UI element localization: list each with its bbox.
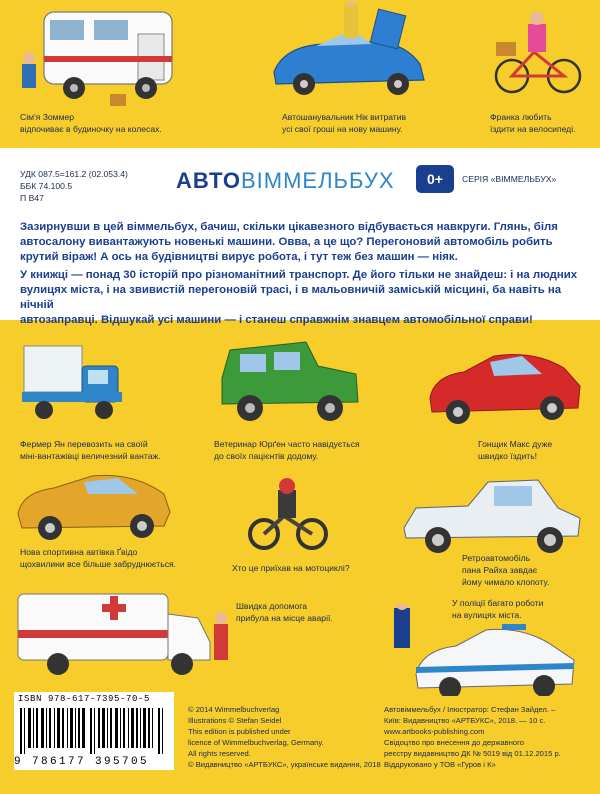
caption-vet: Ветеринар Юрґен часто навідується до своїх пацієнтів додому. <box>214 439 360 461</box>
intro-paragraph: Зазирнувши в цей віммельбух, бачиш, скільки цікавезного відбувається навкруги. Глянь, біля автосалону вивантажують новенькі машини. Овва, а це що? Перегоновий автомобіль робить крутий віраж! А ось на будівництві вирує робота, і тут теж без машин — ніяк. <box>20 221 558 263</box>
caption-summer-family: Сім'я Зоммер відпочиває в будиночку на колесах. <box>20 112 162 134</box>
udk-classification: УДК 087.5=161.2 (02.053.4) ББК 74.100.5 П В47 <box>20 169 128 203</box>
farmer-minitruck-illustration <box>18 332 136 432</box>
barcode <box>20 708 170 754</box>
franka-bicycle-illustration <box>488 2 586 102</box>
vet-jeep-illustration <box>214 330 364 426</box>
caption-racer: Гонщик Макс дуже швидко їздить! <box>478 439 553 461</box>
caption-ambulance: Швидка допомога прибула на місце аварії. <box>236 601 333 623</box>
ambulance-illustration <box>14 584 234 684</box>
book-title: АВТОВІММЕЛЬБУХ <box>176 168 395 193</box>
caption-nick: Автошанувальник Нік витратив усі свої гроші на нову машину. <box>282 112 407 134</box>
series-label: СЕРІЯ «ВІММЕЛЬБУХ» <box>462 174 557 184</box>
motorcycle-illustration <box>248 476 328 556</box>
imprint-block: Автовіммельбух / Ілюстратор: Стефан Зайдел. – Київ: Видавництво «АРТБУКС», 2018. — 10 с. www.artbooks-publishing.com Свідоцтво про внесення до державного реєстру видавництво ДК № 5019 від 01.12.2015 р. Віддруковано у ТОВ «Гуров і К» <box>384 705 561 769</box>
caption-retro-car: Ретроавтомобіль пана Райха завдає йому чимало клопоту. <box>462 553 550 587</box>
caption-motorcycle: Хто це приїхав на мотоциклі? <box>232 563 350 573</box>
barcode-number: 9 786177 395705 <box>14 756 150 768</box>
intro-paragraph-2: У книжці — понад 30 історій про різноманітний транспорт. Де його тільки не знайдеш: і на людних вулицях міста, і на звивистій перегоновій трасі, і в мальовничій заміській місцині, ба навіть на нічній автозаправці. Відшукай усі машини — і станеш справжнім знавцем автомобільної справи! <box>20 269 578 326</box>
caption-guido: Нова спортивна автівка Ґвідо щохвилини все більше забруднюється. <box>20 547 177 569</box>
isbn-number: ISBN 978-617-7395-70-5 <box>18 694 151 704</box>
guido-sports-car-illustration <box>14 468 174 542</box>
caption-police: У поліції багато роботи на вулицях міста. <box>452 598 544 620</box>
camper-family-illustration <box>14 4 184 112</box>
caption-farmer: Фермер Ян перевозить на своїй міні-вантажівці величезний вантаж. <box>20 439 161 461</box>
racer-red-car-illustration <box>424 346 586 430</box>
age-rating-badge: 0+ <box>416 165 454 193</box>
caption-franka: Франка любить їздити на велосипеді. <box>490 112 576 134</box>
retro-car-illustration <box>398 468 586 558</box>
copyright-block: © 2014 Wimmelbuchverlag Illustrations © Stefan Seidel This edition is published under licence of Wimmelbuchverlag, Germany. All rights reserved. © Видавництво «АРТБУКС», українське видання, 2018 <box>188 705 381 769</box>
nick-sports-car-illustration <box>254 2 434 106</box>
